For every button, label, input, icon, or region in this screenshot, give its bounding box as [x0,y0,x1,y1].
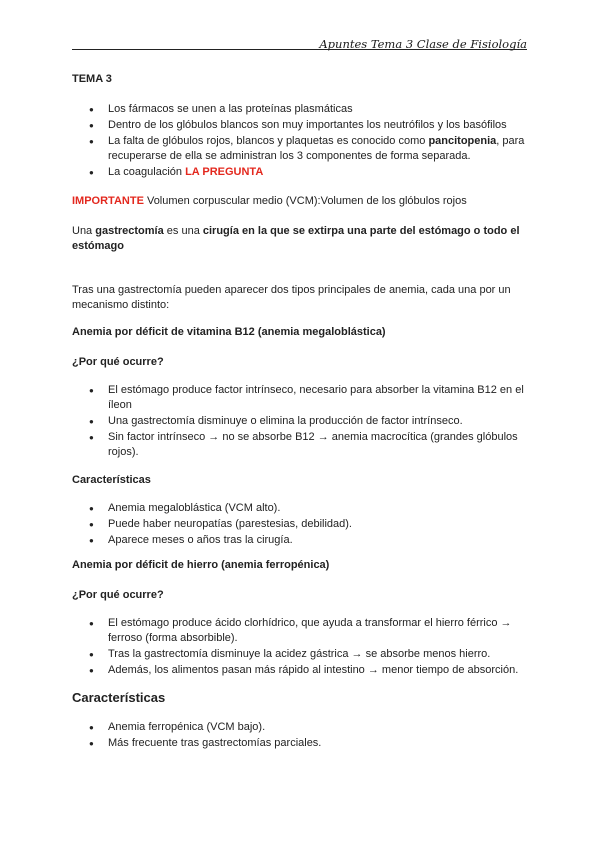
importante-text: Volumen corpuscular medio (VCM):Volumen de los glóbulos rojos [143,195,467,207]
list-item: ● Tras la gastrectomía disminuye la acidez gástrica → se absorbe menos hierro. [72,647,530,662]
text-run: La falta de glóbulos rojos, blancos y plaquetas es conocido como [108,135,429,147]
header-divider [72,49,527,50]
list-item: ● Dentro de los glóbulos blancos son muy importantes los neutrófilos y los basófilos [72,118,530,133]
hierro-characteristics-heading: Características [72,690,166,705]
list-item: ● Más frecuente tras gastrectomías parciales. [72,736,530,751]
list-item: ● Anemia megaloblástica (VCM alto). [72,501,530,516]
hierro-why-heading: ¿Por qué ocurre? [72,589,164,601]
importante-note [72,194,530,209]
hierro-characteristics-list [72,720,530,752]
highlight-la-pregunta: LA PREGUNTA [185,166,264,178]
list-item: ● Aparece meses o años tras la cirugía. [72,533,530,548]
pancitopenia-term: pancitopenia [428,135,497,147]
hierro-heading: Anemia por déficit de hierro (anemia ferropénica) [72,559,330,571]
gastrectomia-definition-bold: cirugía en la que se extirpa una parte del estómago o todo el estómago [72,225,520,252]
list-item [72,134,530,164]
b12-heading: Anemia por déficit de vitamina B12 (anemia megaloblástica) [72,326,386,338]
list-item: ● El estómago produce ácido clorhídrico, que ayuda a transformar el hierro férrico → ferroso (forma absorbible). [72,616,530,646]
hierro-why-list [72,616,530,679]
b12-characteristics-heading: Características [72,474,151,486]
b12-why-list [72,383,530,461]
intro-list [72,102,530,181]
section-title: TEMA 3 [72,73,112,85]
text-run: Una [72,225,96,237]
list-item: ● Los fármacos se unen a las proteínas plasmáticas [72,102,530,117]
text-run: La coagulación [108,166,186,178]
list-item [72,165,530,180]
text-run: es una [163,225,203,237]
list-item: ● Además, los alimentos pasan más rápido al intestino → menor tiempo de absorción. [72,663,530,678]
importante-label: IMPORTANTE [72,195,144,207]
list-item: ● El estómago produce factor intrínseco, necesario para absorber la vitamina B12 en el íleon [72,383,530,413]
b12-why-heading: ¿Por qué ocurre? [72,356,164,368]
header-title: Apuntes Tema 3 Clase de Fisiología [319,37,527,51]
intro-paragraph: Tras una gastrectomía pueden aparecer dos tipos principales de anemia, cada una por un mecanismo distinto: [72,284,511,311]
gastrectomia-term: gastrectomía [95,225,164,237]
list-item: ● Una gastrectomía disminuye o elimina la producción de factor intrínseco. [72,414,530,429]
text-run: , para recuperarse de ella se administran los 3 componentes de forma separada. [108,135,525,162]
list-item: ● Anemia ferropénica (VCM bajo). [72,720,530,735]
list-item: ● Puede haber neuropatías (parestesias, debilidad). [72,517,530,532]
b12-characteristics-list [72,501,530,549]
list-item: ● Sin factor intrínseco → no se absorbe B12 → anemia macrocítica (grandes glóbulos rojos). [72,430,530,460]
gastrectomia-definition [72,224,530,254]
